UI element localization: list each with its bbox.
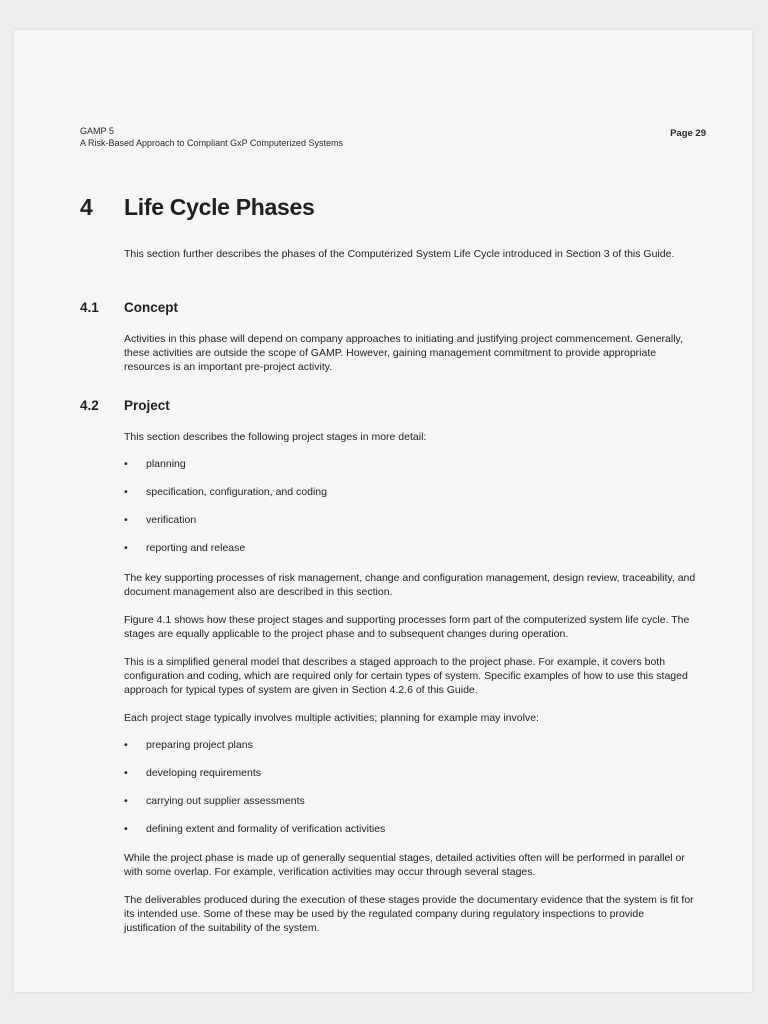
doc-title: A Risk-Based Approach to Compliant GxP Computerized Systems <box>80 138 343 148</box>
activities-lead-paragraph: Each project stage typically involves multiple activities; planning for example may involve: <box>124 712 539 724</box>
section-heading-4-1 <box>80 300 178 315</box>
list-item: • specification, configuration, and coding <box>124 486 327 498</box>
concept-paragraph: Activities in this phase will depend on company approaches to initiating and justifying project commencement. Generally, these activities are outside the scope of GAMP. However, gaining management commitment to provide appropriate resources is an important pre-project activity. <box>124 333 683 373</box>
list-item: • preparing project plans <box>124 739 253 751</box>
list-item: • verification <box>124 514 197 526</box>
list-item: • defining extent and formality of verification activities <box>124 823 386 835</box>
model-paragraph: This is a simplified general model that describes a staged approach to the project phase. For example, it covers both configuration and coding, which are required only for certain types of system. Specific examples of how to use this staged approach for typical types of system are given in Section 4.2.6 of this Guide. <box>124 656 688 696</box>
section-title: Project <box>124 398 170 413</box>
section-title: Concept <box>124 300 178 315</box>
section-heading-4-2 <box>80 398 170 413</box>
list-item: • carrying out supplier assessments <box>124 795 305 807</box>
deliverables-paragraph: The deliverables produced during the execution of these stages provide the documentary evidence that the system is fit for its intended use. Some of these may be used by the regulated company during regulatory inspections to provide justification of the suitability of the system. <box>124 894 694 934</box>
section-number: 4.1 <box>80 300 99 315</box>
doc-code: GAMP 5 <box>80 126 114 136</box>
chapter-heading <box>80 194 315 221</box>
page-number: Page 29 <box>670 128 706 139</box>
list-item: • developing requirements <box>124 767 261 779</box>
list-item: • planning <box>124 458 186 470</box>
supporting-processes-paragraph: The key supporting processes of risk management, change and configuration management, design review, traceability, and document management also are described in this section. <box>124 572 696 598</box>
running-header <box>80 125 343 149</box>
list-item: • reporting and release <box>124 542 246 554</box>
chapter-title: Life Cycle Phases <box>124 194 315 220</box>
sequential-stages-paragraph: While the project phase is made up of generally sequential stages, detailed activities often will be performed in parallel or with some overlap. For example, verification activities may occur through several stages. <box>124 852 685 878</box>
project-lead-paragraph: This section describes the following project stages in more detail: <box>124 431 427 443</box>
intro-paragraph: This section further describes the phases of the Computerized System Life Cycle introduced in Section 3 of this Guide. <box>124 248 675 260</box>
section-number: 4.2 <box>80 398 99 413</box>
figure-reference-paragraph: Figure 4.1 shows how these project stages and supporting processes form part of the computerized system life cycle. The stages are equally applicable to the project phase and to subsequent changes during operation. <box>124 614 690 640</box>
chapter-number: 4 <box>80 194 93 220</box>
